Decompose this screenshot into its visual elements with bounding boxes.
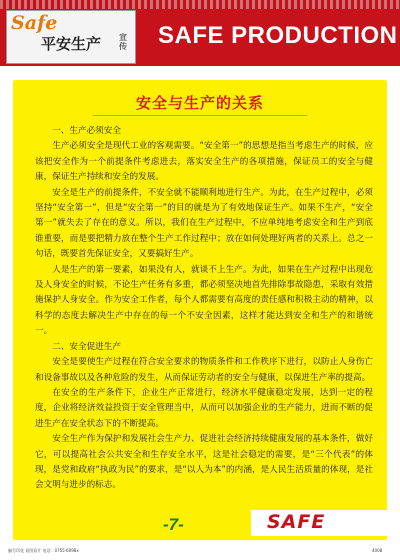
article-body (35, 124, 373, 494)
content-panel (13, 80, 387, 540)
logo-safe-text: Safe (11, 12, 58, 34)
article-title: 安全与生产的关系 (135, 94, 264, 112)
section-heading-2: 二、安全促进生产 (52, 341, 121, 352)
paragraph: 人是生产的第一要素，如果没有人，就谈不上生产。为此，如果在生产过程中出现危及人身安全的时候，不论生产任务有多重，都必须坚决地首先排除事故隐患，采取有效措施保护人身安全。作为安全工作者，每个人都需要有高度的责任感和积极主动的精神，以科学的态度去解决生产中存在的每一个不安全因素，这样才能达到安全和生产的和谐统一。 (35, 264, 373, 337)
logo-subtitle: 宣传 (119, 33, 127, 51)
title-divider (93, 115, 307, 116)
paragraph: 安全是要使生产过程在符合安全要求的物质条件和工作秩序下进行，以防止人身伤亡和设备事故以及各种危险的发生，从而保证劳动者的安全与健康，以保进生产率的提高。 (35, 357, 373, 383)
header-banner (0, 0, 400, 66)
header-title: SAFE PRODUCTION (158, 22, 398, 49)
paragraph: 生产必须安全是现代工业的客观需要。“安全第一”的思想是指当考虑生产的时候，应该把安全作为一个前提条件考虑进去，落实安全生产的各项措施，保证员工的安全与健康，保证生产持续和安全的发展。 (35, 141, 373, 183)
section-heading-1: 一、生产必须安全 (52, 126, 121, 136)
page-number: -7- (163, 515, 184, 534)
paragraph: 安全生产作为保护和发展社会生产力、促进社会经济持续健康发展的基本条件，做好它，可以提高社会公共安全和生存安全水平，这是社会稳定的需要，是“三个代表”的体现，是党和政府“执政为民”的要求，是“以人为本”的内涵，是人民生活质量的体现，是社会文明与进步的标志。 (35, 434, 373, 491)
logo-chinese-text: 平安生产 (41, 35, 102, 53)
header-stripe (0, 0, 400, 9)
print-info: 编号印花 看图看片 电话：0755-6098x (8, 548, 79, 553)
footer-safe-mark: SAFE (267, 511, 326, 533)
paragraph: 安全是生产的前提条件，不安全就不能顺利地进行生产。为此，在生产过程中，必须坚持“安全第一”，但是“安全第一”的目的就是为了有效地保证生产。如果不生产，“安全第一”就失去了存在的意义。所以，我们在生产过程中，不应单纯地考虑安全和生产到底谁重要，而是要把精力放在整个生产工作过程中；放在如何处理好两者的关系上。总之一句话，既要首先保证安全，又要搞好生产。 (35, 187, 373, 260)
logo (6, 10, 136, 64)
print-code: 4008 (372, 548, 383, 553)
paragraph: 在安全的生产条件下，企业生产正常进行，经济水平健康稳定发展，达到一定的程度，企业将经济效益投资于安全管理当中，从而可以加强企业的生产能力，进而不断的促进生产在安全状态下的不断提高。 (35, 387, 373, 429)
